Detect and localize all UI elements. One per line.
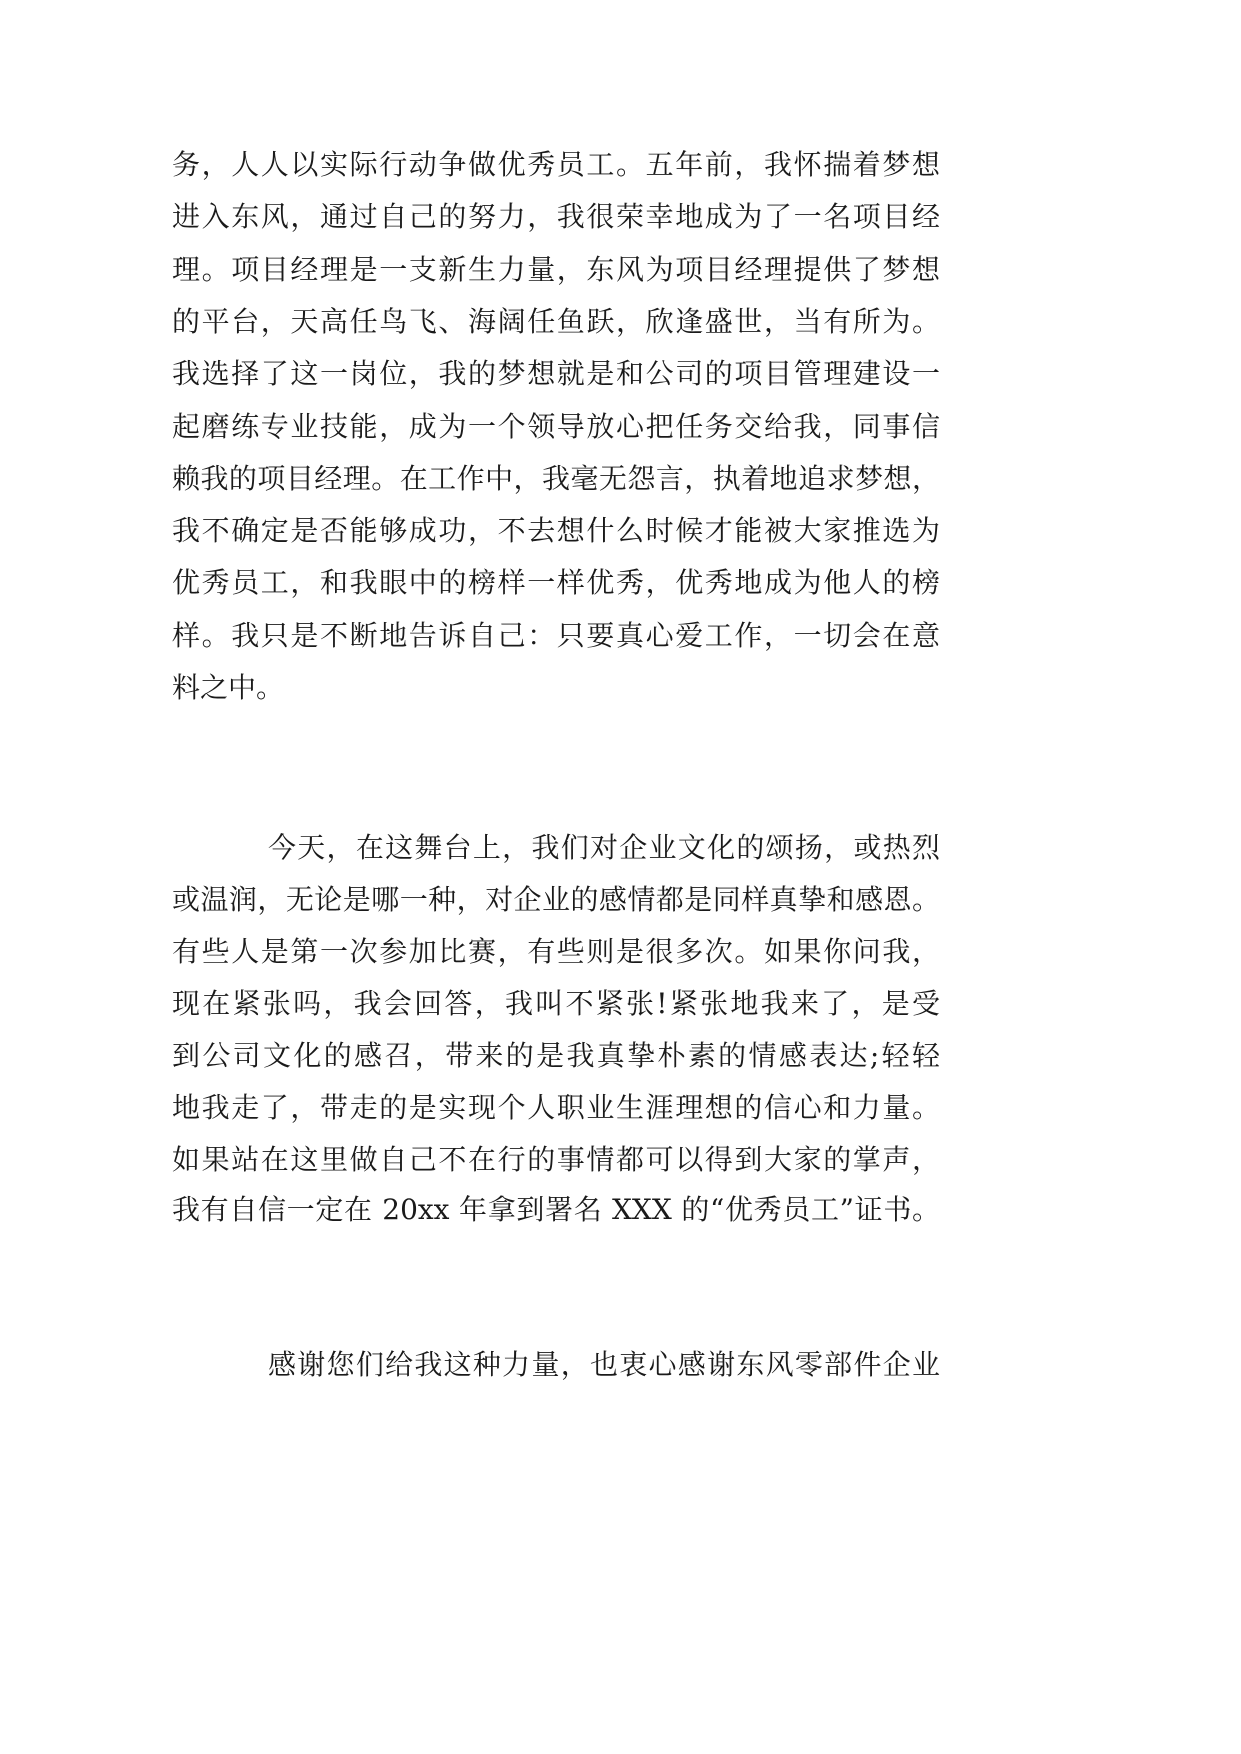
paragraph-line: 进入东风，通过自己的努力，我很荣幸地成为了一名项目经: [172, 200, 940, 233]
paragraph-line: 优秀员工，和我眼中的榜样一样优秀，优秀地成为他人的榜: [172, 566, 940, 599]
paragraph-line: 我有自信一定在 20xx 年拿到署名 XXX 的“优秀员工”证书。: [172, 1193, 940, 1226]
paragraph-line: 有些人是第一次参加比赛，有些则是很多次。如果你问我，: [172, 935, 940, 968]
paragraph-line: 理。项目经理是一支新生力量，东风为项目经理提供了梦想: [172, 253, 940, 286]
paragraph-line: 我不确定是否能够成功，不去想什么时候才能被大家推选为: [172, 514, 940, 547]
paragraph-line: 到公司文化的感召，带来的是我真挚朴素的情感表达;轻轻: [172, 1039, 940, 1072]
paragraph-line: 的平台，天高任鸟飞、海阔任鱼跃，欣逢盛世，当有所为。: [172, 305, 940, 338]
paragraph-line: 样。我只是不断地告诉自己：只要真心爱工作，一切会在意: [172, 619, 940, 652]
paragraph-line: 赖我的项目经理。在工作中，我毫无怨言，执着地追求梦想，: [172, 462, 940, 495]
paragraph-first-line: 感谢您们给我这种力量，也衷心感谢东风零部件企业: [268, 1348, 940, 1381]
paragraph-line: 如果站在这里做自己不在行的事情都可以得到大家的掌声，: [172, 1143, 940, 1176]
paragraph-line: 现在紧张吗，我会回答，我叫不紧张!紧张地我来了，是受: [172, 987, 940, 1020]
paragraph-line: 务，人人以实际行动争做优秀员工。五年前，我怀揣着梦想: [172, 148, 940, 181]
paragraph-line: 地我走了，带走的是实现个人职业生涯理想的信心和力量。: [172, 1091, 940, 1124]
paragraph-line: 起磨练专业技能，成为一个领导放心把任务交给我，同事信: [172, 410, 940, 443]
paragraph-line: 我选择了这一岗位，我的梦想就是和公司的项目管理建设一: [172, 357, 940, 390]
paragraph-line: 或温润，无论是哪一种，对企业的感情都是同样真挚和感恩。: [172, 883, 940, 916]
paragraph-first-line: 今天，在这舞台上，我们对企业文化的颂扬，或热烈: [268, 831, 940, 864]
paragraph-line: 料之中。: [172, 671, 285, 704]
